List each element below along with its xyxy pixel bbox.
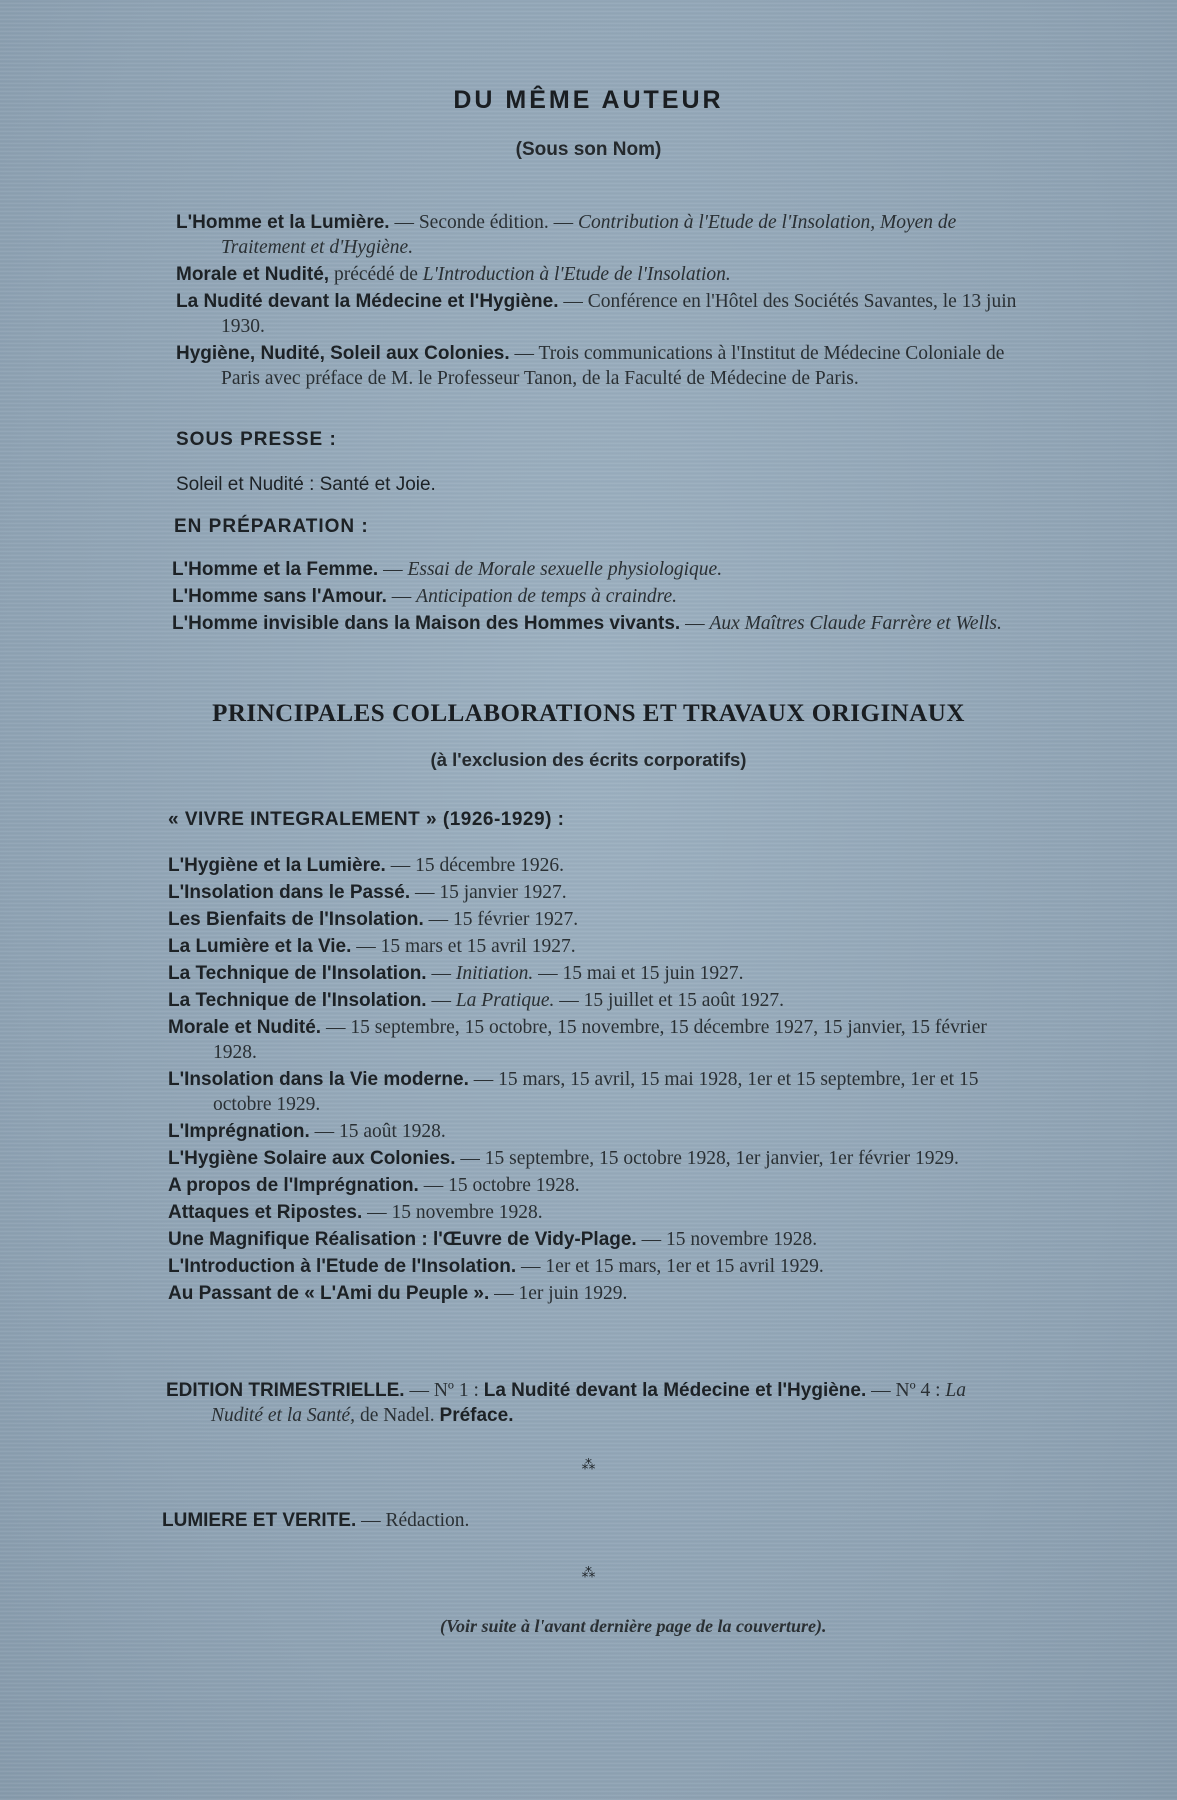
vivre-heading: « VIVRE INTEGRALEMENT » (1926-1929) :	[168, 809, 565, 830]
sous-presse-list	[176, 472, 1026, 499]
asterism-divider: ⁂	[581, 1458, 596, 1473]
list-item: A propos de l'Imprégnation. — 15 octobre 1928.	[168, 1175, 580, 1196]
work-entry: Morale et Nudité, précédé de L'Introduction à l'Etude de l'Insolation.	[176, 264, 731, 285]
page-subtitle: (Sous son Nom)	[515, 139, 662, 160]
list-item: L'Imprégnation. — 15 août 1928.	[168, 1121, 446, 1142]
list-item: Morale et Nudité. — 15 septembre, 15 octobre, 15 novembre, 15 décembre 1927, 15 janvier, 15 février 1928.	[168, 1017, 987, 1063]
work-entry: L'Homme invisible dans la Maison des Hommes vivants. — Aux Maîtres Claude Farrère et Wells.	[172, 613, 1002, 634]
work-entry: L'Homme et la Lumière. — Seconde édition. — Contribution à l'Etude de l'Insolation, Moyen de Traitement et d'Hygiène.	[176, 212, 957, 258]
list-item: Une Magnifique Réalisation : l'Œuvre de Vidy-Plage. — 15 novembre 1928.	[168, 1229, 818, 1250]
page-title: DU MÊME AUTEUR	[453, 86, 724, 114]
list-item: Les Bienfaits de l'Insolation. — 15 février 1927.	[168, 909, 579, 930]
work-entry: La Nudité devant la Médecine et l'Hygiène. — Conférence en l'Hôtel des Sociétés Savantes, le 13 juin 1930.	[176, 291, 1017, 337]
sous-presse-heading: SOUS PRESSE :	[176, 429, 337, 450]
list-item: La Technique de l'Insolation. — La Pratique. — 15 juillet et 15 août 1927.	[168, 990, 785, 1011]
lumiere-block	[162, 1508, 1012, 1535]
list-item: La Lumière et la Vie. — 15 mars et 15 avril 1927.	[168, 936, 576, 957]
edition-entry: EDITION TRIMESTRIELLE. — Nº 1 : La Nudité devant la Médecine et l'Hygiène. — Nº 4 : La Nudité et la Santé, de Nadel. Préface.	[166, 1380, 967, 1426]
collaborations-title: PRINCIPALES COLLABORATIONS ET TRAVAUX ORIGINAUX	[212, 700, 965, 727]
work-entry: L'Homme et la Femme. — Essai de Morale sexuelle physiologique.	[172, 559, 723, 580]
list-item: L'Introduction à l'Etude de l'Insolation. — 1er et 15 mars, 1er et 15 avril 1929.	[168, 1256, 824, 1277]
list-item: L'Insolation dans la Vie moderne. — 15 mars, 15 avril, 15 mai 1928, 1er et 15 septembre, 1er et 15 octobre 1929.	[168, 1069, 979, 1115]
collaborations-list	[168, 853, 1016, 1308]
lumiere-entry: LUMIERE ET VERITE. — Rédaction.	[162, 1510, 470, 1531]
en-preparation-heading: EN PRÉPARATION :	[174, 516, 369, 537]
list-item: L'Hygiène Solaire aux Colonies. — 15 septembre, 15 octobre 1928, 1er janvier, 1er février 1929.	[168, 1148, 959, 1169]
works-list	[176, 210, 1026, 393]
continuation-note: (Voir suite à l'avant dernière page de la couverture).	[440, 1616, 827, 1636]
list-item: La Technique de l'Insolation. — Initiation. — 15 mai et 15 juin 1927.	[168, 963, 744, 984]
list-item: L'Insolation dans le Passé. — 15 janvier 1927.	[168, 882, 567, 903]
list-item: L'Hygiène et la Lumière. — 15 décembre 1926.	[168, 855, 564, 876]
work-entry: Hygiène, Nudité, Soleil aux Colonies. — Trois communications à l'Institut de Médecine Coloniale de Paris avec préface de M. le Professeur Tanon, de la Faculté de Médecine de Paris.	[176, 343, 1005, 389]
en-preparation-list	[172, 557, 1024, 638]
work-entry: Soleil et Nudité : Santé et Joie.	[176, 474, 436, 495]
asterism-divider: ⁂	[581, 1566, 596, 1581]
collaborations-subtitle: (à l'exclusion des écrits corporatifs)	[430, 749, 747, 770]
list-item: Au Passant de « L'Ami du Peuple ». — 1er juin 1929.	[168, 1283, 628, 1304]
work-entry: L'Homme sans l'Amour. — Anticipation de temps à craindre.	[172, 586, 678, 607]
edition-block	[166, 1378, 1016, 1430]
list-item: Attaques et Ripostes. — 15 novembre 1928.	[168, 1202, 543, 1223]
